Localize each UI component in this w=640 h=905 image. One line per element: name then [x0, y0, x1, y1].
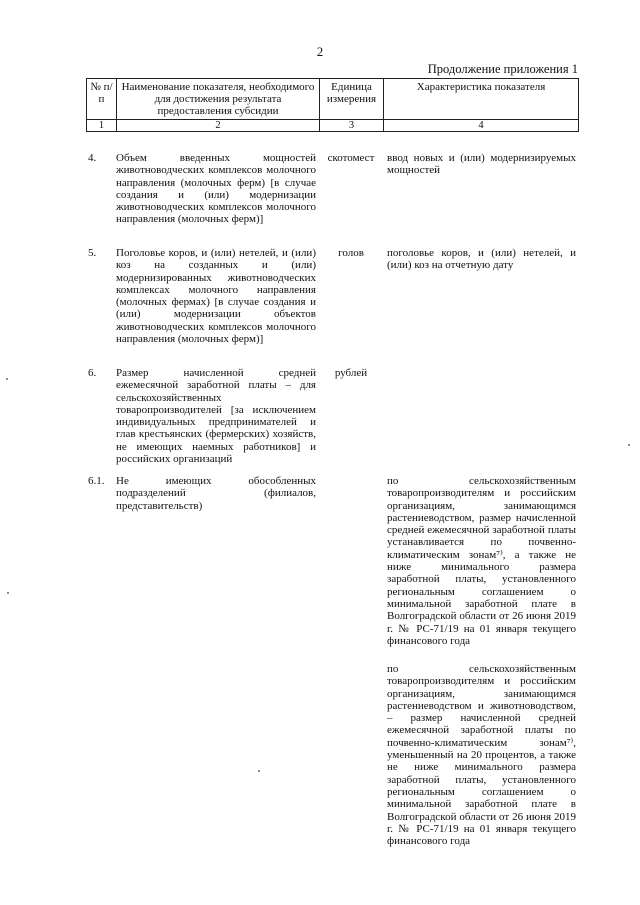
scan-speck — [258, 770, 260, 772]
header-indicator-name: Наименование показателя, необходимого для достижения результата предоставления субсидии — [117, 79, 320, 120]
scan-speck — [7, 592, 9, 594]
indicator-table-header — [86, 78, 579, 132]
column-number: 1 — [87, 120, 117, 132]
indicator-name: Объем введенных мощностей животноводческих комплексов молочного направления (молочных ферм) [в случае создания и (или) модернизации животноводческих комплексов молочного направления (молочных ферм)] — [116, 152, 316, 226]
row-number: 6. — [88, 367, 97, 379]
indicator-characteristic: ввод новых и (или) модернизируемых мощностей — [387, 152, 576, 177]
indicator-unit: голов — [338, 247, 364, 259]
indicator-name: Не имеющих обособленных подразделений (филиалов, представительств) — [116, 475, 316, 512]
indicator-name: Поголовье коров, и (или) нетелей, и (или) коз на созданных и (или) модернизированных животноводческих комплексах молочного направления (молочных фермах) [в случае создания и (или) модернизации объектов животноводческих комплексов молочного направления (молочных ферм)] — [116, 247, 316, 346]
column-number: 4 — [384, 120, 579, 132]
row-number: 6.1. — [88, 475, 105, 487]
column-number-row — [87, 120, 579, 132]
row-number: 5. — [88, 247, 97, 259]
row-number: 4. — [88, 152, 97, 164]
indicator-name: Размер начисленной средней ежемесячной заработной платы – для сельскохозяйственных товаропроизводителей [за исключением индивидуальных предпринимателей и глав крестьянских (фермерских) хозяйств, не имеющих наемных работников] и российских организаций — [116, 367, 316, 466]
header-characteristic: Характеристика показателя — [384, 79, 579, 120]
page-number: 2 — [316, 44, 324, 59]
indicator-characteristic: поголовье коров, и (или) нетелей, и (или) коз на отчетную дату — [387, 247, 576, 272]
appendix-continuation-label: Продолжение приложения 1 — [427, 62, 578, 76]
indicator-characteristic: по сельскохозяйственным товаропроизводителям и российским организациям, занимающимся растениеводством, размер начисленной средней ежемесячной заработной платы устанавливается по почвенно-климатическим зонам⁷⁾, а также не ниже минимального размера заработной платы, установленного региональным соглашением о минимальной заработной плате в Волгоградской области от 26 июня 2019 г. № РС-71/19 на 01 января текущего финансового года — [387, 475, 576, 647]
scan-speck — [6, 378, 8, 380]
indicator-unit: рублей — [334, 367, 368, 379]
header-row — [87, 79, 579, 120]
column-number: 2 — [117, 120, 320, 132]
header-number: № п/п — [87, 79, 117, 120]
header-unit: Единица измерения — [320, 79, 384, 120]
scan-speck — [628, 444, 630, 446]
column-number: 3 — [320, 120, 384, 132]
indicator-characteristic: по сельскохозяйственным товаропроизводителям и российским организациям, занимающимся растениеводством и животноводством, – размер начисленной средней ежемесячной заработной платы по почвенно-климатическим зонам⁷⁾, уменьшенный на 20 процентов, а также не ниже минимального размера заработной платы, установленного региональным соглашением о минимальной заработной плате в Волгоградской области от 26 июня 2019 г. № РС-71/19 на 01 января текущего финансового года — [387, 663, 576, 848]
indicator-unit: скотомест — [327, 152, 375, 164]
